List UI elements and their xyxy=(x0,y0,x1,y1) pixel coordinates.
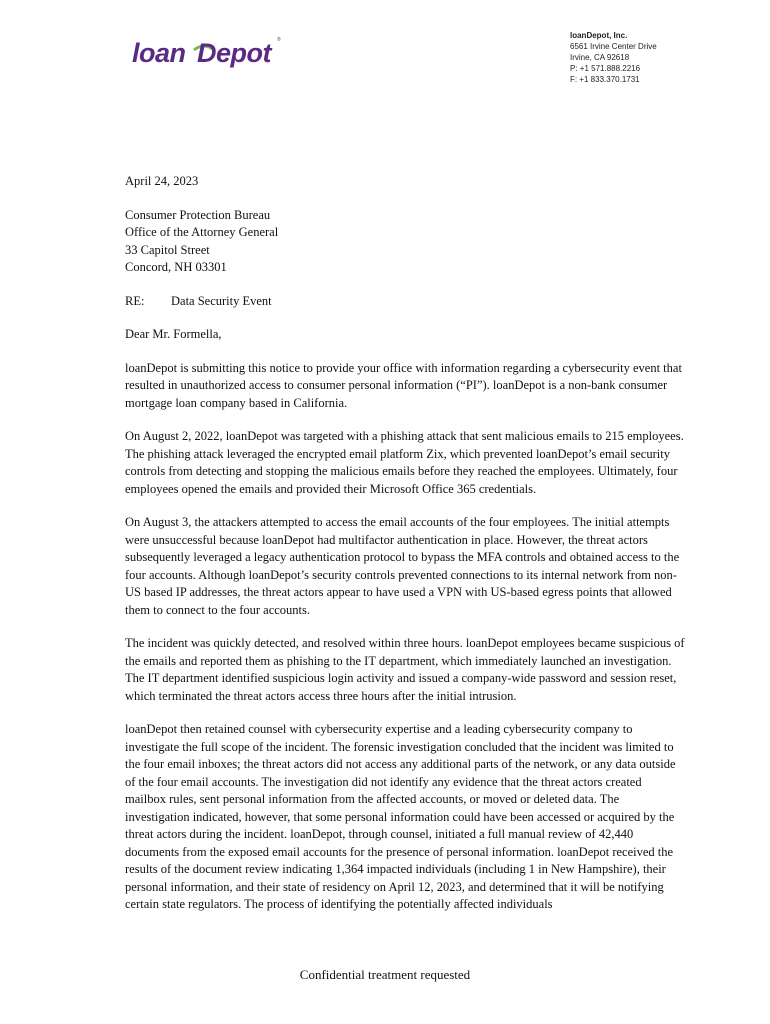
company-fax: F: +1 833.370.1731 xyxy=(570,75,640,84)
salutation: Dear Mr. Formella, xyxy=(125,327,222,341)
company-phone: P: +1 571.888.2216 xyxy=(570,64,641,73)
recipient-address xyxy=(125,207,685,277)
company-address-line1: 6561 Irvine Center Drive xyxy=(570,42,657,51)
recipient-line: Office of the Attorney General xyxy=(125,225,279,239)
letter-date: April 24, 2023 xyxy=(125,174,199,188)
svg-text:Depot: Depot xyxy=(197,38,271,68)
subject-line xyxy=(125,293,685,311)
svg-text:®: ® xyxy=(277,37,281,43)
recipient-line: 33 Capitol Street xyxy=(125,242,210,257)
company-contact-block xyxy=(570,30,657,85)
body-paragraph: On August 2, 2022, loanDepot was targeted with a phishing attack that sent malicious emails to 215 employees. The phishing attack leveraged the encrypted email platform Zix, which prevented loanDepot’s email security controls from detecting and stopping the malicious emails before they reached the employees. Ultimately, four employees opened the emails and provided their Microsoft Office 365 credentials. xyxy=(125,429,684,496)
svg-text:loan: loan xyxy=(132,38,186,68)
letter-body xyxy=(125,173,685,930)
body-paragraph: loanDepot is submitting this notice to provide your office with information regarding a cybersecurity event that resulted in unauthorized access to consumer personal information (“PI”). loanDepot is a non-bank consumer mortgage loan company based in California. xyxy=(125,360,682,410)
company-logo xyxy=(131,32,283,70)
company-name: loanDepot, Inc. xyxy=(570,31,628,40)
subject-text: Data Security Event xyxy=(171,293,272,308)
page-footer: Confidential treatment requested xyxy=(299,967,471,982)
body-paragraph: On August 3, the attackers attempted to access the email accounts of the four employees. The initial attempts were unsuccessful because loanDepot had multifactor authentication in place. However, the threat actors subsequently leveraged a legacy authentication protocol to bypass the MFA controls and obtained access to the four accounts. Although loanDepot’s security controls prevented connections to its internal network from non-US based IP addresses, the threat actors appear to have used a VPN with US-based egress points that allowed them to connect to the four accounts. xyxy=(125,515,680,617)
recipient-line: Consumer Protection Bureau xyxy=(125,207,271,222)
body-paragraph: The incident was quickly detected, and resolved within three hours. loanDepot employees became suspicious of the emails and reported them as phishing to the IT department, which immediately launched an investigation. The IT department identified suspicious login activity and issued a company-wide password and session reset, which terminated the threat actors access three hours after the initial intrusion. xyxy=(125,636,685,703)
recipient-line: Concord, NH 03301 xyxy=(125,260,227,274)
company-address-line2: Irvine, CA 92618 xyxy=(570,53,630,62)
body-paragraph: loanDepot then retained counsel with cybersecurity expertise and a leading cybersecurity company to investigate the full scope of the incident. The forensic investigation concluded that the incident was limited to the four email inboxes; the threat actors did not access any additional parts of the network, or any data outside of the four email accounts. The investigation did not identify any evidence that the threat actors created mailbox rules, sent personal information from the affected accounts, or moved or deleted data. The investigation indicated, however, that some personal information could have been accessed or acquired by the threat actors during the incident. loanDepot, through counsel, initiated a full manual review of 42,440 documents from the exposed email accounts for the presence of personal information. loanDepot received the results of the document review indicating 1,364 impacted individuals (including 1 in New Hampshire), their personal information, and their state of residency on April 12, 2023, and determined that it will be notifying certain state regulators. The process of identifying the potentially affected individuals xyxy=(125,722,676,911)
subject-label: RE: xyxy=(125,293,145,308)
